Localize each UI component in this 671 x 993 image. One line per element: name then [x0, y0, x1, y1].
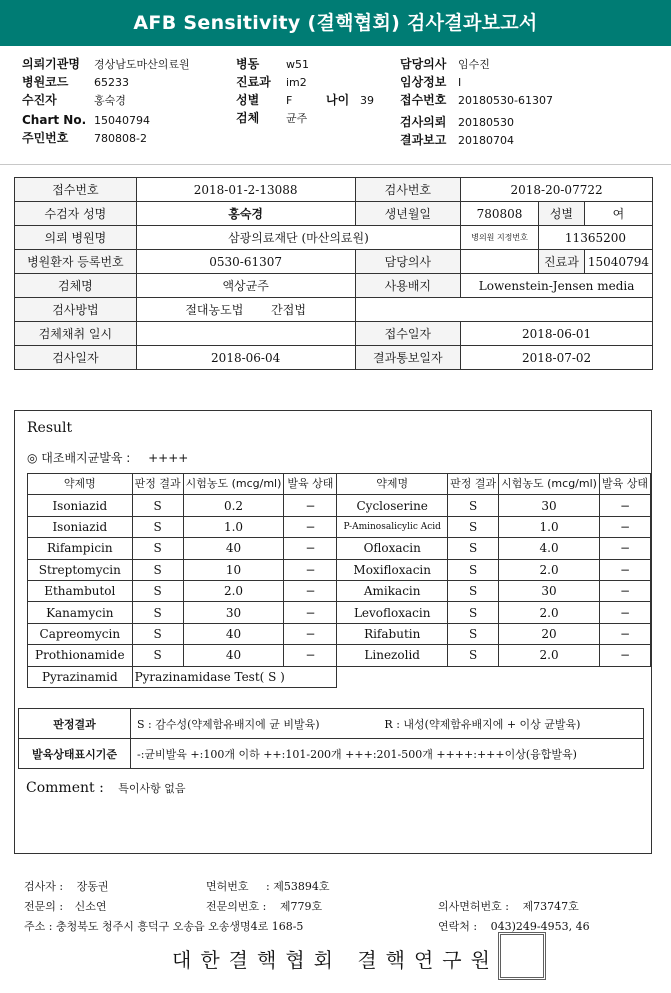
- patient-value: 홍숙경: [94, 94, 126, 107]
- left-growth-cell: −: [284, 623, 337, 644]
- comment-text: 특이사항 없음: [118, 782, 186, 795]
- right-conc-cell: 1.0: [499, 516, 600, 537]
- sex-label: 성별: [538, 202, 584, 226]
- dept-value: im2: [286, 76, 307, 89]
- right-result-cell: S: [448, 516, 499, 537]
- name-value: 홍숙경: [136, 202, 355, 226]
- left-growth-cell: −: [284, 538, 337, 559]
- header-drug: 약제명: [337, 474, 448, 495]
- right-drug-cell: P-Aminosalicylic Acid: [337, 516, 448, 537]
- comment-label: Comment :: [26, 780, 104, 796]
- control-growth-label: ◎ 대조배지균발육 :: [27, 451, 131, 465]
- patient-info-panel: [0, 52, 671, 152]
- request-label: 검사의뢰: [400, 115, 447, 129]
- table-row: [28, 495, 651, 516]
- left-growth-cell: −: [284, 559, 337, 580]
- left-drug-cell: Kanamycin: [28, 602, 133, 623]
- right-growth-cell: −: [599, 516, 650, 537]
- header-judgement: 판정 결과: [448, 474, 499, 495]
- specialist-row: [24, 898, 106, 914]
- media-value: Lowenstein-Jensen media: [461, 274, 653, 298]
- collected-label: 검체채취 일시: [15, 322, 137, 346]
- tested-label: 검사일자: [15, 346, 137, 370]
- control-growth: [27, 449, 188, 466]
- divider: [0, 164, 671, 165]
- left-result-cell: S: [132, 538, 183, 559]
- dob-value: 780808: [461, 202, 539, 226]
- left-result-cell: S: [132, 602, 183, 623]
- designation-value: 11365200: [538, 226, 652, 250]
- legend-judge-label: 판정결과: [19, 709, 131, 739]
- right-result-cell: S: [448, 602, 499, 623]
- form-dept-label: 진료과: [538, 250, 584, 274]
- reg-no-value: 2018-01-2-13088: [136, 178, 355, 202]
- left-result-cell: S: [132, 645, 183, 666]
- patient-reg-value: 0530-61307: [136, 250, 355, 274]
- patient-label: 수진자: [22, 93, 57, 107]
- age-value: 39: [360, 94, 374, 107]
- table-row: [28, 623, 651, 644]
- tester-row: [24, 878, 108, 894]
- dob-label: 생년월일: [355, 202, 461, 226]
- left-drug-cell: Prothionamide: [28, 645, 133, 666]
- table-row: [28, 645, 651, 666]
- hospital-value: 삼광의료재단 (마산의료원): [136, 226, 460, 250]
- left-conc-cell: 1.0: [183, 516, 284, 537]
- request-value: 20180530: [458, 116, 514, 129]
- ward-label: 병동: [236, 57, 260, 71]
- sex-label: 성별: [236, 93, 260, 107]
- method-1: 절대농도법: [185, 303, 244, 317]
- right-growth-cell: −: [599, 602, 650, 623]
- left-drug-cell: Ethambutol: [28, 580, 133, 601]
- received-label: 접수일자: [355, 322, 461, 346]
- left-conc-cell: 0.2: [183, 495, 284, 516]
- left-drug-cell: Isoniazid: [28, 495, 133, 516]
- result-title: Result: [27, 420, 73, 436]
- right-drug-cell: Amikacin: [337, 580, 448, 601]
- patient-reg-label: 병원환자 등록번호: [15, 250, 137, 274]
- header-growth: 발육 상태: [284, 474, 337, 495]
- chart-value: 15040794: [94, 114, 150, 127]
- reported-label: 결과보고: [400, 133, 447, 147]
- license-value: : 제53894호: [266, 880, 330, 893]
- right-drug-cell: Cycloserine: [337, 495, 448, 516]
- report-title: AFB Sensitivity (결핵협회) 검사결과보고서: [0, 0, 671, 46]
- right-result-cell: S: [448, 495, 499, 516]
- table-row: [28, 516, 651, 537]
- doctor-label: 담당의사: [400, 57, 447, 71]
- left-conc-cell: 40: [183, 645, 284, 666]
- doc-license-row: [438, 898, 579, 914]
- age-label: 나이: [326, 93, 350, 107]
- license-label: 면허번호: [206, 880, 249, 893]
- right-result-cell: S: [448, 538, 499, 559]
- right-growth-cell: −: [599, 559, 650, 580]
- right-growth-cell: −: [599, 495, 650, 516]
- dept-label: 진료과: [236, 75, 271, 89]
- doc-license-label: 의사면허번호 :: [438, 900, 509, 913]
- method-value: [136, 298, 355, 322]
- left-conc-cell: 30: [183, 602, 284, 623]
- hospital-label: 의뢰기관명: [22, 57, 80, 71]
- legend-table: [18, 708, 644, 769]
- left-conc-cell: 40: [183, 538, 284, 559]
- table-row: [28, 602, 651, 623]
- drug-sensitivity-table: [27, 473, 651, 688]
- sex-value: 여: [584, 202, 652, 226]
- spec-no-row: [206, 898, 322, 914]
- doc-license-value: 제73747호: [522, 900, 579, 913]
- name-label: 수검자 성명: [15, 202, 137, 226]
- accession-value: 20180530-61307: [458, 94, 553, 107]
- comment: [26, 780, 186, 796]
- received-value: 2018-06-01: [461, 322, 653, 346]
- clinical-label: 임상정보: [400, 75, 447, 89]
- pza-drug: Pyrazinamid: [28, 666, 133, 687]
- test-no-label: 검사번호: [355, 178, 461, 202]
- pza-test: Pyrazinamidase Test( S ): [132, 666, 337, 687]
- physician-label: 담당의사: [355, 250, 461, 274]
- media-label: 사용배지: [355, 274, 461, 298]
- spec-no-label: 전문의번호 :: [206, 900, 267, 913]
- chart-label: Chart No.: [22, 113, 87, 127]
- left-conc-cell: 2.0: [183, 580, 284, 601]
- license-row: [206, 878, 329, 894]
- left-result-cell: S: [132, 516, 183, 537]
- specimen-value: 액상균주: [136, 274, 355, 298]
- official-seal: [498, 932, 546, 980]
- hospital-label: 의뢰 병원명: [15, 226, 137, 250]
- tester-name: 장동권: [76, 880, 109, 893]
- header-growth: 발육 상태: [599, 474, 650, 495]
- left-result-cell: S: [132, 495, 183, 516]
- designation-label: 병의원 지정번호: [461, 226, 539, 250]
- notified-label: 결과통보일자: [355, 346, 461, 370]
- right-conc-cell: 30: [499, 580, 600, 601]
- specimen-label: 검체: [236, 111, 260, 125]
- legend-growth-label: 발육상태표시기준: [19, 739, 131, 769]
- left-result-cell: S: [132, 580, 183, 601]
- accession-label: 접수번호: [400, 93, 447, 107]
- left-result-cell: S: [132, 623, 183, 644]
- test-no-value: 2018-20-07722: [461, 178, 653, 202]
- scanned-report-form: [12, 170, 659, 990]
- clinical-value: I: [458, 76, 462, 89]
- left-drug-cell: Isoniazid: [28, 516, 133, 537]
- specimen-value: 균주: [286, 112, 308, 125]
- ssn-value: 780808-2: [94, 132, 147, 145]
- header-drug: 약제명: [28, 474, 133, 495]
- legend-judge-r: R : 내성(약제함유배지에 + 이상 균발육): [378, 709, 643, 739]
- contact-value: 043)249-4953, 46: [490, 920, 590, 933]
- right-result-cell: S: [448, 645, 499, 666]
- right-conc-cell: 2.0: [499, 602, 600, 623]
- reported-value: 20180704: [458, 134, 514, 147]
- method-blank: [355, 298, 652, 322]
- code-label: 병원코드: [22, 75, 69, 89]
- physician-value: [461, 250, 539, 274]
- right-conc-cell: 2.0: [499, 645, 600, 666]
- ssn-label: 주민번호: [22, 131, 69, 145]
- header-judgement: 판정 결과: [132, 474, 183, 495]
- right-growth-cell: −: [599, 538, 650, 559]
- left-drug-cell: Capreomycin: [28, 623, 133, 644]
- left-drug-cell: Streptomycin: [28, 559, 133, 580]
- header-conc: 시험농도 (mcg/ml): [183, 474, 284, 495]
- table-row: [28, 538, 651, 559]
- control-growth-value: ++++: [148, 451, 189, 465]
- left-growth-cell: −: [284, 495, 337, 516]
- right-conc-cell: 20: [499, 623, 600, 644]
- right-result-cell: S: [448, 580, 499, 601]
- contact-label: 연락처 :: [438, 920, 478, 933]
- doctor-value: 임수진: [458, 58, 490, 71]
- right-conc-cell: 30: [499, 495, 600, 516]
- specimen-header-table: [14, 177, 653, 370]
- legend-judge-s: S : 감수성(약제함유배지에 균 비발육): [131, 709, 379, 739]
- spec-no-value: 제779호: [279, 900, 323, 913]
- left-conc-cell: 10: [183, 559, 284, 580]
- left-drug-cell: Rifampicin: [28, 538, 133, 559]
- right-drug-cell: Ofloxacin: [337, 538, 448, 559]
- sex-value: F: [286, 94, 293, 107]
- right-growth-cell: −: [599, 623, 650, 644]
- legend-growth-text: -:균비발육 +:100개 이하 ++:101-200개 +++:201-500개 ++++:+++이상(융합발육): [131, 739, 644, 769]
- address: 주소 : 충청북도 청주시 흥덕구 오송읍 오송생명4로 168-5: [24, 920, 304, 933]
- right-drug-cell: Levofloxacin: [337, 602, 448, 623]
- method-label: 검사방법: [15, 298, 137, 322]
- collected-value: [136, 322, 355, 346]
- reg-no-label: 접수번호: [15, 178, 137, 202]
- right-drug-cell: Linezolid: [337, 645, 448, 666]
- right-drug-cell: Moxifloxacin: [337, 559, 448, 580]
- left-growth-cell: −: [284, 645, 337, 666]
- right-conc-cell: 4.0: [499, 538, 600, 559]
- method-2: 간접법: [271, 303, 306, 317]
- table-row: [28, 559, 651, 580]
- right-result-cell: S: [448, 623, 499, 644]
- specialist-name: 신소연: [74, 900, 107, 913]
- right-growth-cell: −: [599, 645, 650, 666]
- hospital-value: 경상남도마산의료원: [94, 58, 190, 71]
- right-result-cell: S: [448, 559, 499, 580]
- left-result-cell: S: [132, 559, 183, 580]
- tested-value: 2018-06-04: [136, 346, 355, 370]
- header-conc: 시험농도 (mcg/ml): [499, 474, 600, 495]
- left-growth-cell: −: [284, 580, 337, 601]
- table-row: [28, 580, 651, 601]
- right-conc-cell: 2.0: [499, 559, 600, 580]
- left-growth-cell: −: [284, 602, 337, 623]
- specialist-label: 전문의 :: [24, 900, 64, 913]
- form-dept-value: 15040794: [584, 250, 652, 274]
- ward-value: w51: [286, 58, 309, 71]
- right-drug-cell: Rifabutin: [337, 623, 448, 644]
- institution-name: 대한결핵협회 결핵연구원: [172, 948, 499, 972]
- left-growth-cell: −: [284, 516, 337, 537]
- left-conc-cell: 40: [183, 623, 284, 644]
- right-growth-cell: −: [599, 580, 650, 601]
- tester-label: 검사자 :: [24, 880, 64, 893]
- specimen-label: 검체명: [15, 274, 137, 298]
- notified-value: 2018-07-02: [461, 346, 653, 370]
- code-value: 65233: [94, 76, 129, 89]
- table-row: [28, 666, 651, 687]
